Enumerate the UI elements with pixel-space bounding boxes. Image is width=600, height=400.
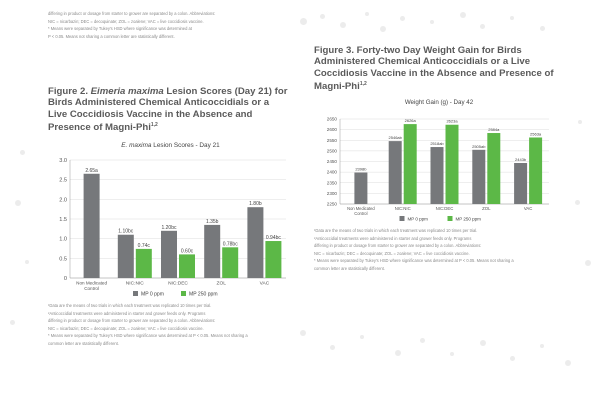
x-category-label: Control [354, 211, 368, 217]
y-tick-label: 0 [63, 275, 67, 282]
figure2-chart-title-italic: E. maxima [121, 142, 152, 149]
y-tick-label: 2650 [326, 116, 337, 122]
bar-mp250 [265, 241, 281, 278]
figure2-chart-title-rest: Lesion Scores - Day 21 [151, 142, 220, 149]
note-line: ²Anticoccidial treatments were administered in starter and grower feeds only. Programs [48, 310, 206, 316]
note-line: ²Anticoccidial treatments were administered in starter and grower feeds only. Programs [314, 235, 472, 241]
decorative-dot [510, 16, 514, 20]
y-tick-label: 2250 [326, 201, 337, 207]
decorative-dot [300, 18, 307, 25]
y-tick-label: 2400 [326, 169, 337, 175]
weight-gain-bar-chart [314, 97, 564, 227]
x-category-label: NIC:NIC [125, 281, 144, 287]
x-category-label: NIC:NIC [394, 206, 411, 212]
bar-mp0 [204, 225, 220, 278]
bar-mp0 [354, 173, 367, 204]
data-label: 1.20bc [161, 224, 177, 231]
note-line: NIC = nicarbazin; DEC = decoquinate; ZOL = zoalene; VAC = live coccidiosis vaccine. [314, 250, 470, 256]
legend-label: MP 0 ppm [407, 216, 428, 222]
y-tick-label: 2500 [326, 148, 337, 154]
note-line: differing in product or dosage from starter to grower are separated by a colon. Abbreviations: [48, 11, 216, 16]
decorative-dot [540, 26, 545, 31]
y-tick-label: 3.0 [59, 157, 67, 164]
lesion-score-bar-chart [48, 140, 293, 300]
figure2-heading-italic: Eimeria maxima [90, 86, 164, 97]
x-category-label: ZOL [216, 281, 226, 287]
bar-mp0 [472, 150, 485, 204]
decorative-dot [480, 24, 485, 29]
decorative-dot [380, 26, 386, 32]
bar-mp250 [529, 137, 542, 204]
x-category-label: NIC:DEC [435, 206, 454, 212]
figure3-heading [314, 45, 564, 93]
decorative-dot [15, 200, 21, 206]
note-line: differing in product or dosage from starter to grower are separated by a colon. Abbreviations: [48, 318, 216, 324]
x-category-label: VAC [523, 206, 533, 212]
bar-mp250 [404, 124, 417, 204]
x-category-label: VAC [259, 281, 270, 287]
decorative-dot [400, 16, 405, 21]
decorative-dot [320, 14, 325, 19]
bar-mp0 [161, 231, 177, 278]
data-label: 0.60c [180, 248, 194, 255]
bar-mp0 [84, 174, 100, 278]
x-category-label: Control [84, 286, 100, 292]
legend-label: MP 0 ppm [141, 291, 164, 298]
note-line: P < 0.05. Means not sharing a common letter are statistically different. [48, 33, 175, 39]
figure3-chart [314, 97, 564, 227]
decorative-dot [10, 320, 15, 325]
decorative-dot [540, 344, 544, 348]
data-label: 2.65a [85, 167, 98, 174]
decorative-dot [365, 12, 369, 16]
legend-swatch-mp250 [181, 291, 186, 296]
data-label: 1.35b [205, 218, 219, 225]
note-line: ¹Data are the means of two trials in which each treatment was replicated 10 times per trial. [48, 303, 212, 308]
note-line: common letter are statistically different. [314, 265, 385, 271]
figure2-chart [48, 140, 293, 300]
decorative-dot [25, 260, 29, 264]
decorative-dot [450, 352, 454, 356]
data-label: 2626a [404, 118, 416, 124]
data-label: 2563a [530, 131, 542, 137]
figure2-heading [48, 86, 288, 134]
bar-mp250 [136, 249, 152, 278]
note-line: ¹Data are the means of two trials in which each treatment was replicated 10 times per trial. [314, 228, 478, 233]
figure2-heading-prefix: Figure 2. [48, 86, 91, 97]
legend-label: MP 250 ppm [189, 291, 218, 298]
bar-mp0 [431, 147, 444, 204]
data-label: 2518ab [430, 141, 444, 147]
data-label: 1.10bc [118, 228, 134, 235]
note-line: NIC = nicarbazin; DEC = decoquinate; ZOL = zoalene; VAC = live coccidiosis vaccine. [48, 325, 204, 331]
data-label: 0.94bc [265, 235, 281, 242]
note-line: NIC = nicarbazin; DEC = decoquinate; ZOL = zoalene; VAC = live coccidiosis vaccine. [48, 18, 204, 24]
note-line: * Means were separated by Tukey's HSD where significance was determined at P < 0.05. Means not sharing a [314, 258, 514, 264]
data-label: 2584a [488, 127, 500, 133]
figure2-heading-sup: 1,2 [150, 122, 158, 129]
decorative-dot [360, 335, 364, 339]
data-label: 2623a [446, 118, 458, 124]
decorative-dot [578, 120, 582, 124]
figure3-chart-title: Weight Gain (g) - Day 42 [404, 99, 474, 106]
note-line: * Means were separated by Tukey's HSD where significance was determined at P < 0.05. Means not sharing a [48, 333, 248, 339]
bar-mp250 [222, 247, 238, 278]
bar-mp0 [118, 235, 134, 278]
y-tick-label: 1.0 [59, 236, 67, 243]
figure2-notes [48, 302, 248, 348]
x-category-label: Non Medicated [347, 206, 375, 212]
figure3-heading-text: Figure 3. Forty-two Day Weight Gain for Birds Administered Chemical Anticoccidials or a Live Coccidiosis Vaccine in the Absence and Presence of Magni-Phi [314, 45, 554, 93]
decorative-dot [575, 200, 580, 205]
bar-mp0 [247, 207, 263, 278]
legend-swatch-mp250 [448, 216, 453, 221]
y-tick-label: 0.5 [59, 256, 67, 263]
bar-mp0 [389, 141, 402, 204]
decorative-dot [340, 22, 346, 28]
y-tick-label: 2.5 [59, 177, 67, 184]
x-category-label: ZOL [482, 206, 491, 212]
x-category-label: Non Medicated [76, 280, 108, 286]
decorative-dot [430, 20, 434, 24]
data-label: 2398b [355, 166, 367, 172]
data-label: 0.78bc [222, 241, 238, 248]
y-tick-label: 2.0 [59, 197, 67, 204]
y-tick-label: 1.5 [59, 216, 67, 223]
data-label: 1.80b [249, 201, 262, 208]
legend-swatch-mp0 [133, 291, 138, 296]
figure2-heading-rest: Lesion Scores (Day 21) for Birds Administered Chemical Anticoccidials or a Live Coccidiosis Vaccine in the Absence and Presence of Magni-Phi [48, 86, 288, 134]
top-left-notes [48, 10, 215, 40]
legend-label: MP 250 ppm [455, 216, 481, 222]
decorative-dot [300, 330, 306, 336]
figure3-notes [314, 227, 514, 273]
bar-mp250 [179, 254, 195, 278]
decorative-dot [480, 340, 486, 346]
decorative-dot [460, 12, 466, 18]
decorative-dot [565, 360, 571, 366]
y-tick-label: 2550 [326, 137, 337, 143]
y-tick-label: 2450 [326, 159, 337, 165]
note-line: * Means were separated by Tukey's HSD where significance was determined at [48, 26, 192, 32]
bar-mp250 [446, 125, 459, 204]
bar-mp0 [514, 163, 527, 204]
decorative-dot [330, 345, 335, 350]
note-line: differing in product or dosage from starter to grower are separated by a colon. Abbreviations: [314, 243, 482, 249]
legend-swatch-mp0 [400, 216, 405, 221]
decorative-dot [420, 338, 425, 343]
y-tick-label: 2350 [326, 180, 337, 186]
figure3-heading-sup: 1,2 [359, 81, 367, 88]
x-category-label: NIC:DEC [168, 281, 188, 287]
y-tick-label: 2300 [326, 190, 337, 196]
data-label: 2443b [515, 156, 527, 162]
decorative-dot [20, 150, 25, 155]
decorative-dot [510, 356, 515, 361]
decorative-dot [585, 260, 591, 266]
y-tick-label: 2600 [326, 127, 337, 133]
data-label: 2505ab [472, 143, 486, 149]
data-label: 2546ab [388, 135, 402, 141]
decorative-dot [395, 350, 401, 356]
note-line: common letter are statistically different. [48, 340, 119, 346]
data-label: 0.74c [137, 242, 150, 249]
bar-mp250 [487, 133, 500, 204]
